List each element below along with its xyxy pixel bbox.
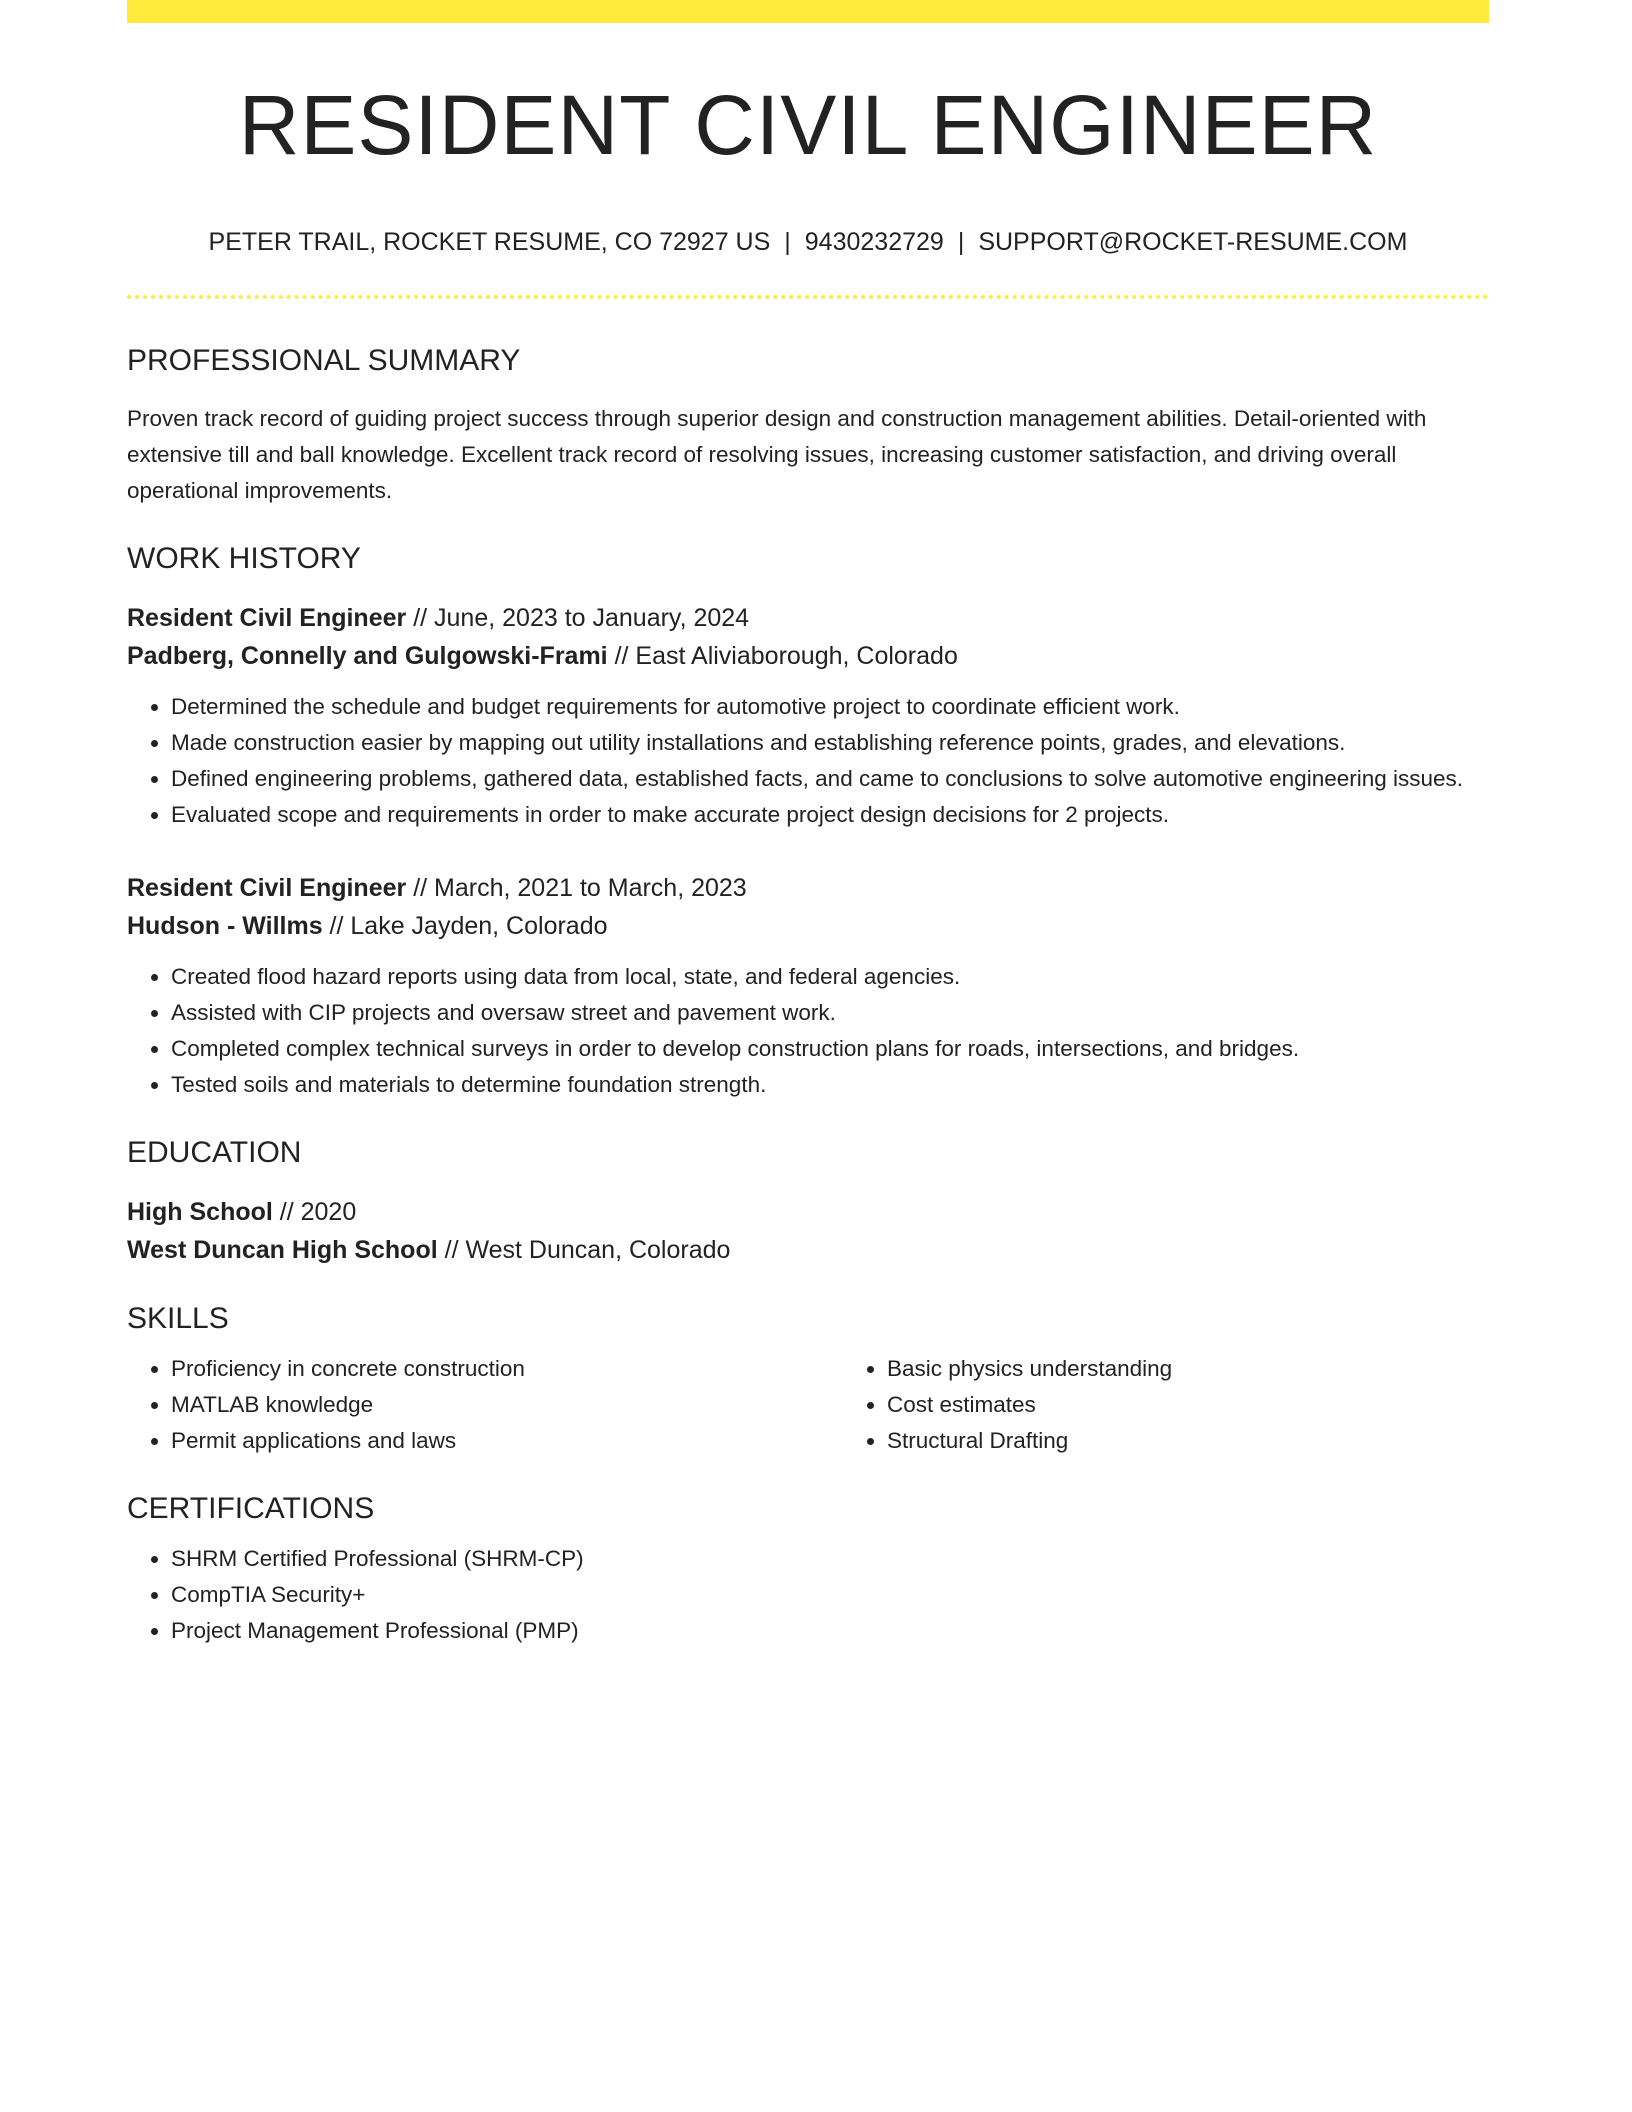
job-bullet: • Tested soils and materials to determine foundation strength. — [171, 1067, 1489, 1103]
certifications-list — [127, 1541, 1489, 1649]
job-entry — [127, 599, 1489, 833]
job-entry — [127, 869, 1489, 1103]
education-degree: High School — [127, 1198, 273, 1227]
resume-page — [127, 0, 1489, 1649]
education-degree-line — [127, 1193, 1489, 1231]
education-school: West Duncan High School — [127, 1236, 438, 1265]
certification-item: • CompTIA Security+ — [171, 1577, 1489, 1613]
skills-list-right — [843, 1351, 1559, 1459]
skill-item: • Proficiency in concrete construction — [171, 1351, 843, 1387]
certifications-heading: CERTIFICATIONS — [127, 1492, 375, 1526]
resume-title: RESIDENT CIVIL ENGINEER — [238, 78, 1378, 172]
education-entry — [127, 1193, 1489, 1269]
skills-columns — [127, 1351, 1489, 1459]
contact-phone: 9430232729 — [804, 228, 944, 257]
job-title: Resident Civil Engineer — [127, 604, 407, 633]
job-bullet: • Created flood hazard reports using data from local, state, and federal agencies. — [171, 959, 1489, 995]
education-school-line — [127, 1231, 1489, 1269]
job-bullet: • Made construction easier by mapping out utility installations and establishing reference points, grades, and elevations. — [171, 725, 1489, 761]
skill-item: • MATLAB knowledge — [171, 1387, 843, 1423]
contact-line — [127, 227, 1489, 257]
job-dates: // March, 2021 to March, 2023 — [406, 874, 747, 903]
skills-heading: SKILLS — [127, 1302, 229, 1336]
contact-separator: | — [784, 228, 791, 257]
job-company-line — [127, 907, 1489, 945]
job-location: // Lake Jayden, Colorado — [322, 912, 608, 941]
skill-item: • Permit applications and laws — [171, 1423, 843, 1459]
education-location: // West Duncan, Colorado — [437, 1236, 731, 1265]
job-bullet: • Evaluated scope and requirements in order to make accurate project design decisions for 2 projects. — [171, 797, 1489, 833]
accent-top-bar — [127, 0, 1489, 23]
job-bullets — [127, 689, 1489, 833]
job-dates: // June, 2023 to January, 2024 — [406, 604, 750, 633]
contact-separator: | — [957, 228, 965, 257]
certification-item: • Project Management Professional (PMP) — [171, 1613, 1489, 1649]
job-bullets — [127, 959, 1489, 1103]
skill-item: • Basic physics understanding — [887, 1351, 1559, 1387]
job-bullet: • Determined the schedule and budget requirements for automotive project to coordinate efficient work. — [171, 689, 1489, 725]
job-location: // East Aliviaborough, Colorado — [607, 642, 958, 671]
job-company-line — [127, 637, 1489, 675]
dotted-divider — [127, 295, 1489, 299]
summary-text: Proven track record of guiding project success through superior design and construction management abilities. Detail-oriented with extensive till and ball knowledge. Excellent track record of resolving issues, increasing customer satisfaction, and driving overall operational improvements. — [127, 406, 1427, 504]
job-company: Hudson - Willms — [127, 912, 323, 941]
skills-list-left — [127, 1351, 843, 1459]
job-title-line — [127, 869, 1489, 907]
contact-address: PETER TRAIL, ROCKET RESUME, CO 72927 US — [208, 228, 771, 257]
work-history-heading: WORK HISTORY — [127, 542, 361, 576]
education-year: // 2020 — [272, 1198, 357, 1227]
job-title: Resident Civil Engineer — [127, 874, 407, 903]
skill-item: • Structural Drafting — [887, 1423, 1559, 1459]
job-bullet: • Completed complex technical surveys in order to develop construction plans for roads, intersections, and bridges. — [171, 1031, 1489, 1067]
job-title-line — [127, 599, 1489, 637]
job-bullet: • Defined engineering problems, gathered data, established facts, and came to conclusions to solve automotive engineering issues. — [171, 761, 1489, 797]
summary-heading: PROFESSIONAL SUMMARY — [127, 344, 521, 378]
job-bullet: • Assisted with CIP projects and oversaw street and pavement work. — [171, 995, 1489, 1031]
certification-item: • SHRM Certified Professional (SHRM-CP) — [171, 1541, 1489, 1577]
contact-email: SUPPORT@ROCKET-RESUME.COM — [978, 228, 1408, 257]
job-company: Padberg, Connelly and Gulgowski-Frami — [127, 642, 608, 671]
skill-item: • Cost estimates — [887, 1387, 1559, 1423]
education-heading: EDUCATION — [127, 1136, 302, 1170]
